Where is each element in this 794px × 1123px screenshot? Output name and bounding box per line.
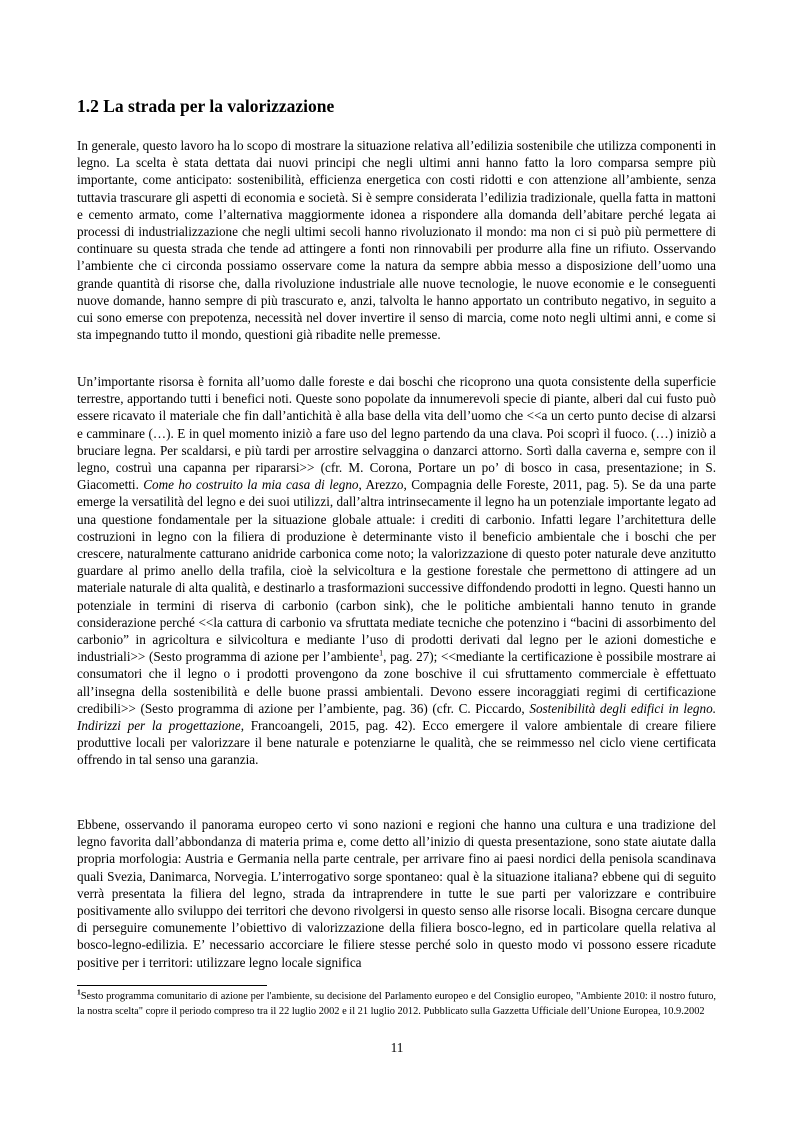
paragraph-text-segment: , pag. 27); <<mediante la certificazione è possibile mostrare ai consumatori che il legno o i prodotti provengono da zone boschive il cui sfruttamento commerciale è effettuato all’insegna della sostenibilità e delle buone prassi ambientali. Devono essere incoraggiati regimi di certificazione credibili>> (Sesto programma di azione per l’ambiente, pag. 36) (cfr. C. Piccardo, <box>77 649 716 716</box>
footnote-reference[interactable]: 1 <box>379 648 384 658</box>
footnote-number: 1 <box>77 987 81 997</box>
book-title-italic: Come ho costruito la mia casa di legno <box>143 477 359 493</box>
footnote-separator <box>77 985 267 986</box>
paragraph-text-segment: , Arezzo, Compagnia delle Foreste, 2011, pag. 5). Se da una parte emerge la versatilità del legno e dei suoi utilizzi, dall’altra intrinsecamente il legno ha un potenziale importante legato ad una questione fondamentale per la situazione globale attuale: i crediti di carbonio. Infatti legare l’architettura delle costruzioni in legno con la filiera di produzione è determinante visto il beneficio ambientale che i boschi che per crescere, naturalmente catturano anidride carbonica come noto; la valorizzazione di questo poter naturale deve anzitutto guardare al primo anello della trafila, cioè la selvicoltura e la gestione forestale che permettono di attingere ad un materiale naturale di alta qualità, e destinarlo a trasformazioni successive diffondendo prodotti in legno. Questi hanno un potenziale in termini di riserva di carbonio (carbon sink), che le politiche ambientali hanno tenuto in grande considerazione perché <<la cattura di carbonio va sfruttata mediate tecniche che potenzino i “bacini di assorbimento del carbonio” in agricoltura e silvicoltura e mediante l’uso di prodotti derivati dal legno per le azioni domestiche e industriali>> (Sesto programma di azione per l’ambiente <box>77 477 716 665</box>
book-title-italic: Sostenibilità degli edifici in legno. Indirizzi per la progettazione <box>77 700 716 734</box>
paragraph-text-segment: Un’importante risorsa è fornita all’uomo dalle foreste e dai boschi che ricoprono una quota consistente della superficie terrestre, apportando tutti i benefici noti. Queste sono popolate da innumerevoli specie di piante, alberi dal cui fusto può essere ricavato il materiale che fin dall’antichità è alla base della vita dell’uomo che <<a un certo punto decise di alzarsi e camminare (…). E in quel momento iniziò a fare uso del legno partendo da una clava. Poi scoprì il fuoco. (…) iniziò a bruciare legna. Per scaldarsi, e più tardi per arrostire selvaggina o danzarci attorno. Sortì dalla caverna e, sempre con il legno, costruì una capanna per ripararsi>> (cfr. M. Corona, Portare un po’ di bosco in casa, presentazione; in S. Giacometti. <box>77 374 716 493</box>
paragraph-text-segment: , Francoangeli, 2015, pag. 42). Ecco emergere il valore ambientale di creare filiere produttive locali per valorizzare il bene naturale e potenziarne le qualità, che se reimmesso nel ciclo viene certificata offrendo in tal senso una garanzia. <box>77 718 716 768</box>
paragraph-european-panorama: Ebbene, osservando il panorama europeo certo vi sono nazioni e regioni che hanno una cultura e una tradizione del legno favorita dall’abbondanza di materia prima e, come detto all’inizio di questa presentazione, sono state aiutate dalla propria morfologia: Austria e Germania nella parte centrale, per arrivare fino ai paesi nordici della penisola scandinava quali Svezia, Danimarca, Norvegia. L’interrogativo sorge spontaneo: qual è la situazione italiana? ebbene qui di seguito verrà presentata la filiera del legno, strada da intraprendere in tutte le sue parti per valorizzare e contribuire positivamente allo sviluppo dei territori che devono rivolgersi in questo senso alle risorse locali. Bisogna cercare dunque di perseguire comunemente l’obiettivo di valorizzazione della filiera bosco-legno, ed in particolare quella relativa al bosco-legno-edilizia. E’ necessario accorciare le filiere stesse perché solo in questo modo vi possono essere ricadute positive per i territori: utilizzare legno locale significa <box>77 817 716 970</box>
paragraph-forest-resources <box>77 373 716 769</box>
footnote-text: Sesto programma comunitario di azione per l'ambiente, su decisione del Parlamento europeo e del Consiglio europeo, "Ambiente 2010: il nostro futuro, la nostra scelta" copre il periodo compreso tra il 22 luglio 2002 e il 21 luglio 2012. Pubblicato sulla Gazzetta Ufficiale dell’Unione Europea, 10.9.2002 <box>77 991 716 1017</box>
footnote <box>77 987 716 1019</box>
section-heading: 1.2 La strada per la valorizzazione <box>77 96 335 116</box>
paragraph-intro: In generale, questo lavoro ha lo scopo di mostrare la situazione relativa all’edilizia sostenibile che utilizza componenti in legno. La scelta è stata dettata dai nuovi principi che negli ultimi anni hanno fatto la loro comparsa sempre più importante, come anticipato: sostenibilità, efficienza energetica con costi ridotti e con attenzione all’ambiente, senza tuttavia trascurare gli aspetti di economia e società. Si è sempre considerata l’edilizia tradizionale, quella fatta in mattoni e cemento armato, come l’alternativa maggiormente idonea a rispondere alla domanda dell’abitare perché legata ai processi di industrializzazione che negli ultimi secoli hanno rivoluzionato il mondo: ma non ci si può più permettere di continuare su questa strada che tende ad attingere a fonti non rinnovabili per produrre alla fine un rifiuto. Osservando l’ambiente che ci circonda possiamo osservare come la natura da sempre abbia messo a disposizione dell’uomo una grande quantità di risorse che, dalla rivoluzione industriale alle nuove tecnologie, le nuove economie e le conseguenti nuove domande, hanno sempre di più trascurato e, anzi, talvolta le hanno apportato un contributo negativo, in seguito a cui sono emerse con prepotenza, necessità nel dover invertire il senso di marcia, come noto negli ultimi anni, e come si sta impegnando tutto il mondo, questioni già ribadite nelle premesse. <box>77 138 716 343</box>
page-number: 11 <box>390 1040 404 1055</box>
